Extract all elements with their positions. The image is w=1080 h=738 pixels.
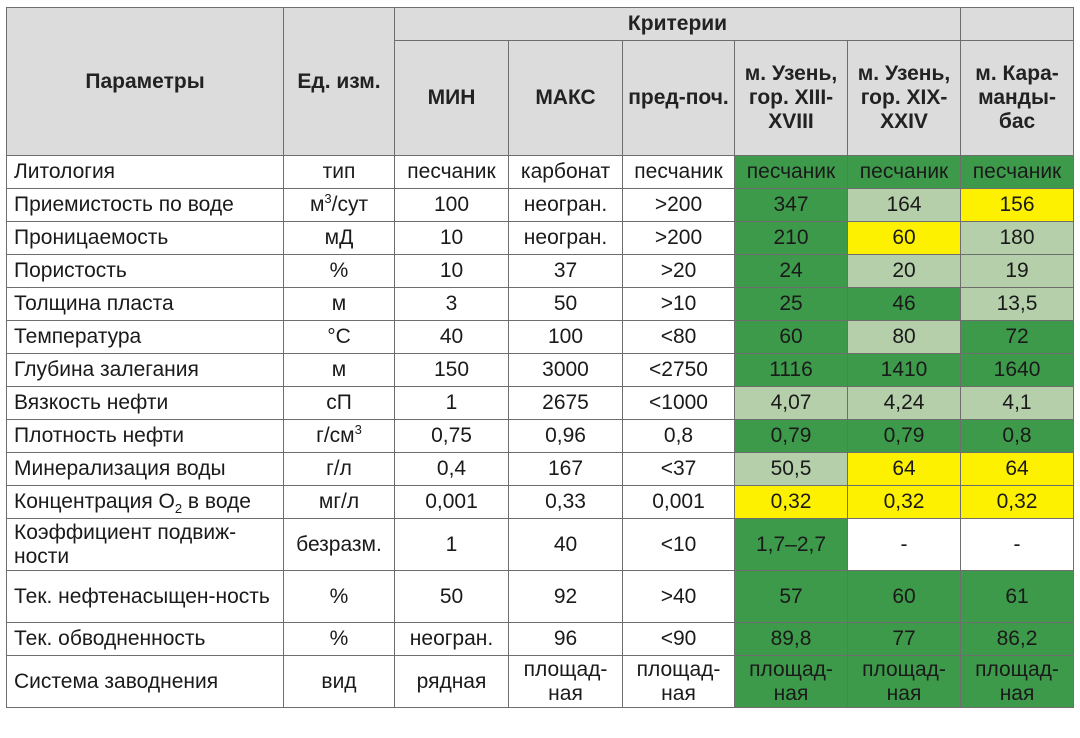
table-row xyxy=(7,656,1074,708)
max-cell: 0,33 xyxy=(509,486,623,519)
unit-cell: $г/см^3$ xyxy=(284,420,395,453)
unit-cell: % xyxy=(284,255,395,288)
param-cell: Концентрация $O_2$ в воде xyxy=(7,486,284,519)
field-1-cell: 25 xyxy=(735,288,848,321)
field-3-cell: 13,5 xyxy=(961,288,1074,321)
field-1-cell: 0,79 xyxy=(735,420,848,453)
field-3-cell: площад-ная xyxy=(961,656,1074,708)
header-field-2: м. Узень, гор. XIX-XXIV xyxy=(848,41,961,156)
unit-cell: мг/л xyxy=(284,486,395,519)
pref-cell: площад-ная xyxy=(623,656,735,708)
field-1-cell: песчаник xyxy=(735,156,848,189)
pref-cell: >200 xyxy=(623,222,735,255)
unit-cell: вид xyxy=(284,656,395,708)
unit-cell: безразм. xyxy=(284,519,395,571)
field-2-cell: 0,79 xyxy=(848,420,961,453)
max-cell: 92 xyxy=(509,571,623,623)
table-wrapper xyxy=(6,7,1074,708)
max-cell: карбонат xyxy=(509,156,623,189)
header-criteria: Критерии xyxy=(395,8,961,41)
header-min: МИН xyxy=(395,41,509,156)
table-row xyxy=(7,623,1074,656)
param-cell: Пористость xyxy=(7,255,284,288)
param-cell: Плотность нефти xyxy=(7,420,284,453)
field-3-cell: - xyxy=(961,519,1074,571)
max-cell: 167 xyxy=(509,453,623,486)
table-row xyxy=(7,321,1074,354)
param-cell: Проницаемость xyxy=(7,222,284,255)
max-cell: 96 xyxy=(509,623,623,656)
field-2-cell: 1410 xyxy=(848,354,961,387)
max-cell: 0,96 xyxy=(509,420,623,453)
param-cell: Тек. нефтенасыщен-ность xyxy=(7,571,284,623)
field-1-cell: 0,32 xyxy=(735,486,848,519)
unit-cell: $м^3$/сут xyxy=(284,189,395,222)
max-cell: неогран. xyxy=(509,222,623,255)
min-cell: 3 xyxy=(395,288,509,321)
pref-cell: >10 xyxy=(623,288,735,321)
field-1-cell: 1116 xyxy=(735,354,848,387)
field-3-cell: 72 xyxy=(961,321,1074,354)
field-1-cell: 50,5 xyxy=(735,453,848,486)
pref-cell: >40 xyxy=(623,571,735,623)
field-3-cell: 1640 xyxy=(961,354,1074,387)
max-cell: 50 xyxy=(509,288,623,321)
min-cell: неогран. xyxy=(395,623,509,656)
field-3-cell: 156 xyxy=(961,189,1074,222)
max-cell: 37 xyxy=(509,255,623,288)
param-cell: Тек. обводненность xyxy=(7,623,284,656)
table-row xyxy=(7,387,1074,420)
field-2-cell: 60 xyxy=(848,222,961,255)
unit-cell: г/л xyxy=(284,453,395,486)
criteria-table xyxy=(6,7,1074,708)
min-cell: песчаник xyxy=(395,156,509,189)
field-2-cell: 0,32 xyxy=(848,486,961,519)
table-row xyxy=(7,571,1074,623)
header-field-3: м. Кара-манды-бас xyxy=(961,41,1074,156)
unit-cell: мД xyxy=(284,222,395,255)
field-2-cell: 77 xyxy=(848,623,961,656)
field-1-cell: площад-ная xyxy=(735,656,848,708)
pref-cell: <37 xyxy=(623,453,735,486)
param-cell: Температура xyxy=(7,321,284,354)
table-row xyxy=(7,288,1074,321)
min-cell: 0,001 xyxy=(395,486,509,519)
table-row xyxy=(7,453,1074,486)
pref-cell: 0,8 xyxy=(623,420,735,453)
unit-cell: % xyxy=(284,623,395,656)
min-cell: 1 xyxy=(395,519,509,571)
table-row xyxy=(7,519,1074,571)
table-row xyxy=(7,354,1074,387)
field-3-cell: 61 xyxy=(961,571,1074,623)
min-cell: 50 xyxy=(395,571,509,623)
field-2-cell: 60 xyxy=(848,571,961,623)
field-2-cell: 164 xyxy=(848,189,961,222)
unit-cell: м xyxy=(284,288,395,321)
table-row xyxy=(7,156,1074,189)
header-pref: пред-поч. xyxy=(623,41,735,156)
field-3-cell: 86,2 xyxy=(961,623,1074,656)
pref-cell: песчаник xyxy=(623,156,735,189)
pref-cell: 0,001 xyxy=(623,486,735,519)
min-cell: 150 xyxy=(395,354,509,387)
param-cell: Толщина пласта xyxy=(7,288,284,321)
min-cell: 10 xyxy=(395,255,509,288)
min-cell: 40 xyxy=(395,321,509,354)
table-row xyxy=(7,420,1074,453)
field-2-cell: площад-ная xyxy=(848,656,961,708)
field-2-cell: 46 xyxy=(848,288,961,321)
field-3-cell: песчаник xyxy=(961,156,1074,189)
field-1-cell: 1,7–2,7 xyxy=(735,519,848,571)
pref-cell: >20 xyxy=(623,255,735,288)
unit-cell: м xyxy=(284,354,395,387)
field-2-cell: 20 xyxy=(848,255,961,288)
table-row xyxy=(7,255,1074,288)
pref-cell: <2750 xyxy=(623,354,735,387)
header-blank xyxy=(961,8,1074,41)
field-3-cell: 180 xyxy=(961,222,1074,255)
pref-cell: <90 xyxy=(623,623,735,656)
pref-cell: >200 xyxy=(623,189,735,222)
field-3-cell: 64 xyxy=(961,453,1074,486)
field-2-cell: 4,24 xyxy=(848,387,961,420)
field-3-cell: 19 xyxy=(961,255,1074,288)
max-cell: площад-ная xyxy=(509,656,623,708)
max-cell: 40 xyxy=(509,519,623,571)
unit-cell: °C xyxy=(284,321,395,354)
pref-cell: <10 xyxy=(623,519,735,571)
pref-cell: <80 xyxy=(623,321,735,354)
min-cell: 0,75 xyxy=(395,420,509,453)
min-cell: 0,4 xyxy=(395,453,509,486)
param-cell: Глубина залегания xyxy=(7,354,284,387)
min-cell: 1 xyxy=(395,387,509,420)
field-2-cell: 80 xyxy=(848,321,961,354)
header-max: МАКС xyxy=(509,41,623,156)
max-cell: неогран. xyxy=(509,189,623,222)
unit-cell: сП xyxy=(284,387,395,420)
param-cell: Литология xyxy=(7,156,284,189)
header-params: Параметры xyxy=(7,8,284,156)
field-1-cell: 347 xyxy=(735,189,848,222)
param-cell: Коэффициент подвиж-ности xyxy=(7,519,284,571)
param-cell: Приемистость по воде xyxy=(7,189,284,222)
field-1-cell: 24 xyxy=(735,255,848,288)
param-cell: Вязкость нефти xyxy=(7,387,284,420)
field-3-cell: 0,8 xyxy=(961,420,1074,453)
table-row xyxy=(7,222,1074,255)
max-cell: 2675 xyxy=(509,387,623,420)
param-cell: Минерализация воды xyxy=(7,453,284,486)
max-cell: 100 xyxy=(509,321,623,354)
field-2-cell: - xyxy=(848,519,961,571)
field-2-cell: 64 xyxy=(848,453,961,486)
unit-cell: тип xyxy=(284,156,395,189)
field-1-cell: 210 xyxy=(735,222,848,255)
field-1-cell: 4,07 xyxy=(735,387,848,420)
field-1-cell: 89,8 xyxy=(735,623,848,656)
field-1-cell: 60 xyxy=(735,321,848,354)
header-field-1: м. Узень, гор. XIII-XVIII xyxy=(735,41,848,156)
table-row xyxy=(7,486,1074,519)
pref-cell: <1000 xyxy=(623,387,735,420)
field-2-cell: песчаник xyxy=(848,156,961,189)
table-body xyxy=(7,156,1074,708)
min-cell: 10 xyxy=(395,222,509,255)
field-3-cell: 4,1 xyxy=(961,387,1074,420)
field-1-cell: 57 xyxy=(735,571,848,623)
field-3-cell: 0,32 xyxy=(961,486,1074,519)
param-cell: Система заводнения xyxy=(7,656,284,708)
header-unit: Ед. изм. xyxy=(284,8,395,156)
min-cell: рядная xyxy=(395,656,509,708)
table-row xyxy=(7,189,1074,222)
unit-cell: % xyxy=(284,571,395,623)
min-cell: 100 xyxy=(395,189,509,222)
max-cell: 3000 xyxy=(509,354,623,387)
